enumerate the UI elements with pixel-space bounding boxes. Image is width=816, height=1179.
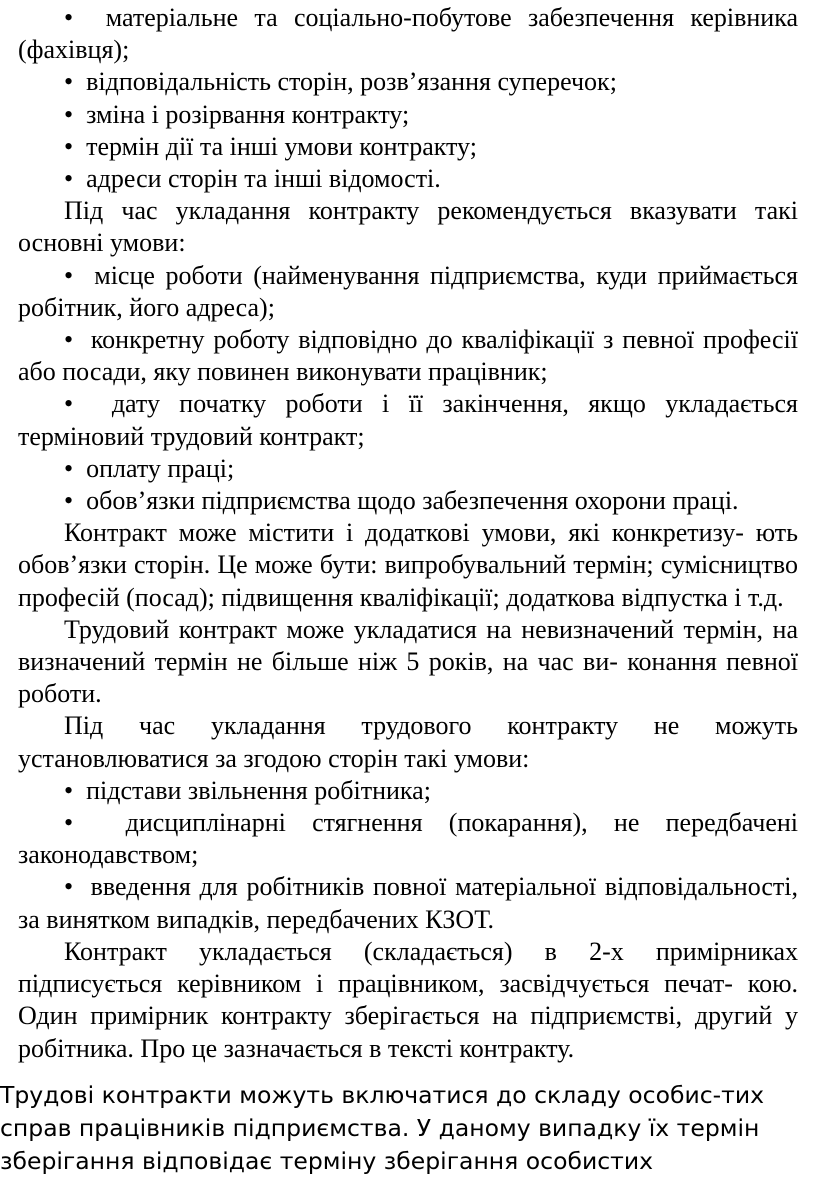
body-paragraph: Контракт укладається (складається) в 2-х примірниках підписується керівником і працівником, засвідчується печат- кою. Один примірник контракту зберігається на підприємстві, другий у робітника. Про це зазначається в тексті контракту. — [18, 936, 798, 1063]
body-paragraph: Під час укладання трудового контракту не можуть установлюватися за згодою сторін такі умови: — [18, 711, 798, 773]
body-paragraph: Трудовий контракт може укладатися на невизначений термін, на визначений термін не більше ніж 5 років, на час ви- конання певної роботи. — [18, 614, 798, 709]
contract-conditions-text — [18, 2, 798, 1065]
bullet-paragraph: • відповідальність сторін, розв’язання суперечок; — [18, 66, 798, 98]
bullet-paragraph: • обов’язки підприємства щодо забезпечення охорони праці. — [18, 485, 798, 517]
bullet-paragraph: • підстави звільнення робітника; — [18, 775, 798, 807]
bullet-paragraph: • матеріальне та соціально-побутове забезпечення керівника (фахівця); — [18, 2, 798, 66]
bullet-paragraph: • оплату праці; — [18, 453, 798, 485]
personnel-files-text — [0, 1079, 810, 1178]
bullet-paragraph: • адреси сторін та інші відомості. — [18, 163, 798, 195]
bullet-paragraph: • конкретну роботу відповідно до кваліфікації з певної професії або посади, яку повинен виконувати працівник; — [18, 324, 798, 388]
bullet-paragraph: • зміна і розірвання контракту; — [18, 99, 798, 131]
bullet-paragraph: • термін дії та інші умови контракту; — [18, 131, 798, 163]
sans-paragraph: Трудові контракти можуть включатися до складу особис-тих справ працівників підприємства. У даному випадку їх термін зберігання відповідає терміну зберігання особистих — [0, 1081, 765, 1175]
body-paragraph: Контракт може містити і додаткові умови, які конкретизу- ють обов’язки сторін. Це може бути: випробувальний термін; сумісництво професій (посад); підвищення кваліфікації; додаткова відпустка і т.д. — [18, 518, 798, 612]
bullet-paragraph: • введення для робітників повної матеріальної відповідальності, за винятком випадків, передбачених КЗОТ. — [18, 871, 798, 935]
bullet-paragraph: • дисциплінарні стягнення (покарання), не передбачені законодавством; — [18, 807, 798, 871]
bullet-paragraph: • дату початку роботи і її закінчення, якщо укладається терміновий трудовий контракт; — [18, 388, 798, 452]
bullet-paragraph: • місце роботи (найменування підприємства, куди приймається робітник, його адреса); — [18, 260, 798, 324]
body-paragraph: Під час укладання контракту рекомендується вказувати такі основні умови: — [18, 196, 798, 258]
